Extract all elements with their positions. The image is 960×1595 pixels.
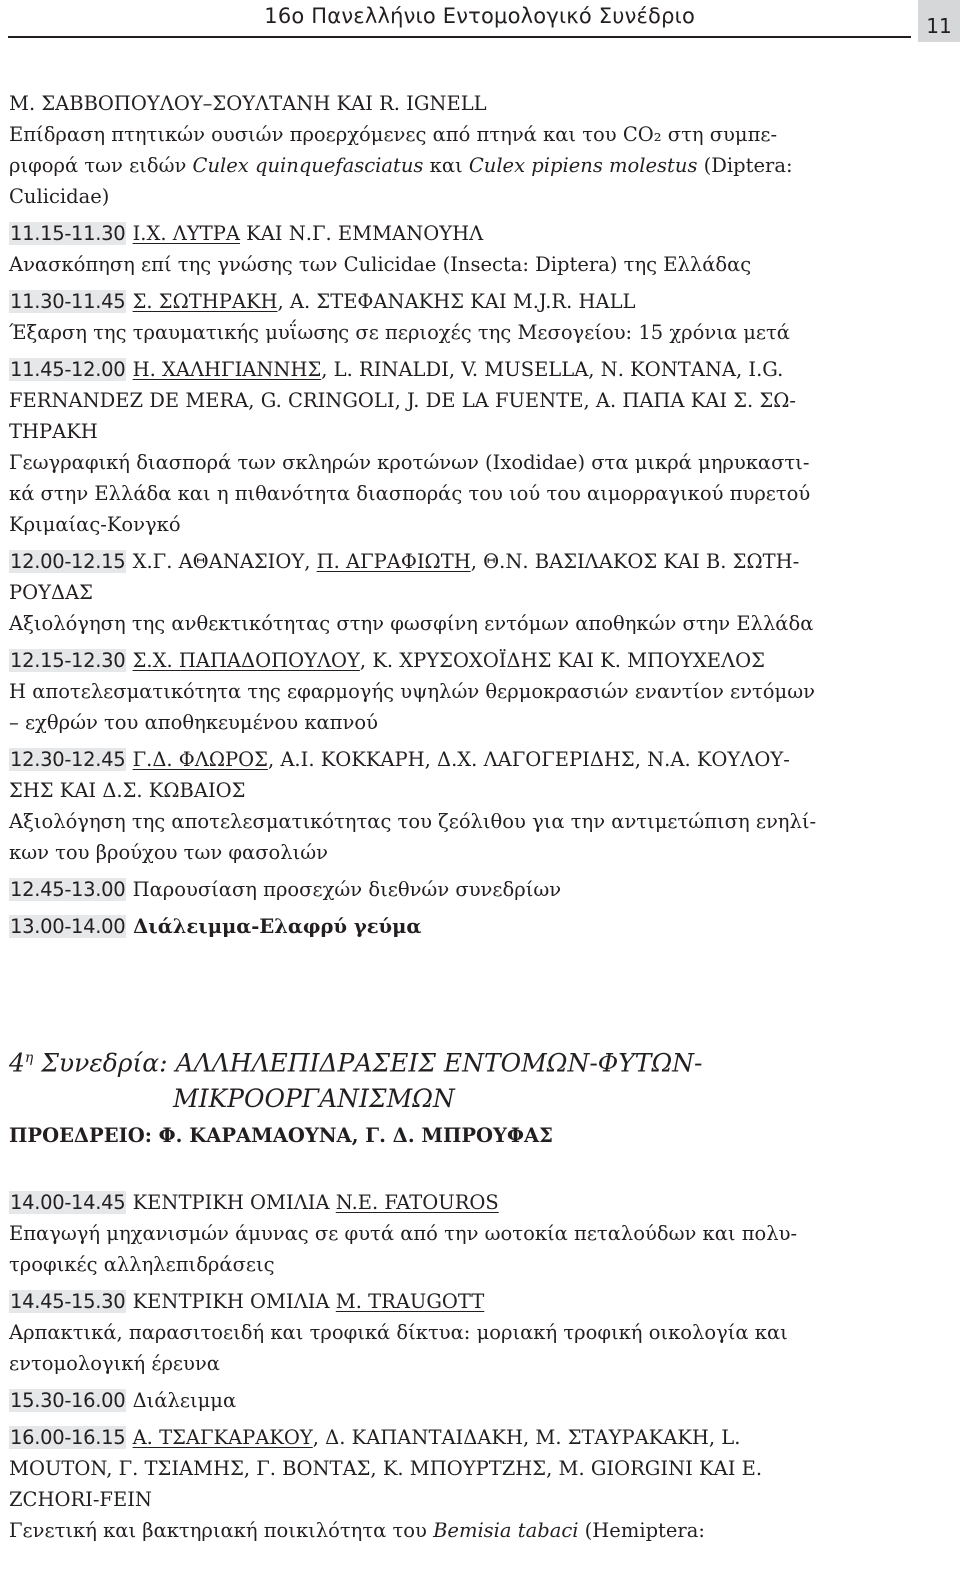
page-number-tab <box>918 0 960 42</box>
presenter: Σ. ΣΩΤΗΡΑΚΗ <box>132 290 278 313</box>
talk-title: Γενετική και βακτηριακή ποικιλότητα του Bemisia tabaci (Hemiptera: <box>9 1519 705 1542</box>
talk-title: Culicidae) <box>9 185 110 208</box>
page-header <box>0 0 960 42</box>
presenter: Ι.Χ. ΛΥΤΡΑ <box>132 222 240 245</box>
presenter: Α. ΤΣΑΓΚΑΡΑΚΟΥ <box>132 1426 313 1449</box>
talk-title: Αρπακτικά, παρασιτοειδή και τροφικά δίκτυα: μοριακή τροφική οικολογία και <box>9 1321 788 1344</box>
talk-title: Έξαρση της τραυματικής μυΐωσης σε περιοχές της Μεσογείου: 15 χρόνια μετά <box>9 321 790 344</box>
talk-authors: 12.00-12.15 Χ.Γ. ΑΘΑΝΑΣΙΟΥ, Π. ΑΓΡΑΦΙΩΤΗ, Θ.Ν. ΒΑΣΙΛΑΚΟΣ ΚΑΙ Β. ΣΩΤΗ- <box>10 550 800 573</box>
talk-authors: 12.30-12.45 Γ.Δ. ΦΛΩΡΟΣ, Α.Ι. ΚΟΚΚΑΡΗ, Δ.Χ. ΛΑΓΟΓΕΡΙΔΗΣ, Ν.Α. ΚΟΥΛΟΥ- <box>10 748 790 771</box>
talk-authors: 11.30-11.45 Σ. ΣΩΤΗΡΑΚΗ, Α. ΣΤΕΦΑΝΑΚΗΣ ΚΑΙ Μ.J.R. HALL <box>10 290 636 313</box>
talk-authors: 14.45-15.30 ΚΕΝΤΡΙΚΗ ΟΜΙΛΙΑ M. TRAUGOTT <box>10 1290 485 1313</box>
presenter: Σ.Χ. ΠΑΠΑΔΟΠΟΥΛΟΥ <box>132 649 360 672</box>
time-slot: 12.00-12.15 <box>10 550 126 573</box>
time-slot: 15.30-16.00 <box>10 1389 126 1412</box>
presenter: Γ.Δ. ΦΛΩΡΟΣ <box>132 748 268 771</box>
talk-authors: ΡΟΥΔΑΣ <box>9 581 93 604</box>
talk-authors: 11.15-11.30 Ι.Χ. ΛΥΤΡΑ ΚΑΙ Ν.Γ. ΕΜΜΑΝΟΥΗΛ <box>10 222 484 245</box>
talk-title: Αξιολόγηση της ανθεκτικότητας στην φωσφίνη εντόμων αποθηκών στην Ελλάδα <box>9 612 814 635</box>
time-slot: 14.45-15.30 <box>10 1290 126 1313</box>
talk-title: ριφορά των ειδών Culex quinquefasciatus και Culex pipiens molestus (Diptera: <box>9 154 793 177</box>
talk-authors: 11.45-12.00 Η. ΧΑΛΗΓΙΑΝΝΗΣ, L. RINALDI, V. MUSELLA, Ν. ΚΟΝΤΑΝΑ, I.G. <box>10 358 784 381</box>
time-slot: 14.00-14.45 <box>10 1191 126 1214</box>
session-heading <box>9 1040 909 1117</box>
header-divider <box>8 36 911 38</box>
program-list <box>9 88 909 942</box>
talk-title: τροφικές αλληλεπιδράσεις <box>9 1253 275 1276</box>
program-item: 13.00-14.00 Διάλειμμα-Ελαφρύ γεύμα <box>10 915 422 938</box>
session-title: ΜΙΚΡΟΟΡΓΑΝΙΣΜΩΝ <box>173 1084 455 1114</box>
program-item: 12.45-13.00 Παρουσίαση προσεχών διεθνών συνεδρίων <box>10 878 562 901</box>
talk-title: Η αποτελεσματικότητα της εφαρμογής υψηλών θερμοκρασιών εναντίον εντόμων <box>9 680 815 703</box>
talk-title: Ανασκόπηση επί της γνώσης των Culicidae (Insecta: Diptera) της Ελλάδας <box>9 253 752 276</box>
time-slot: 11.45-12.00 <box>10 358 126 381</box>
time-slot: 12.45-13.00 <box>10 878 126 901</box>
talk-title: κων του βρούχου των φασολιών <box>9 841 329 864</box>
talk-title: εντομολογική έρευνα <box>9 1352 220 1375</box>
talk-authors: FERNANDEZ DE MERA, G. CRINGOLI, J. DE LA FUENTE, Α. ΠΑΠΑ ΚΑΙ Σ. ΣΩ- <box>9 389 796 412</box>
talk-title: Αξιολόγηση της αποτελεσματικότητας του ζεόλιθου για την αντιμετώπιση ενηλί- <box>9 810 817 833</box>
talk-authors: 12.15-12.30 Σ.Χ. ΠΑΠΑΔΟΠΟΥΛΟΥ, Κ. ΧΡΥΣΟΧΟΪΔΗΣ ΚΑΙ Κ. ΜΠΟΥΧΕΛΟΣ <box>10 649 765 672</box>
time-slot: 11.15-11.30 <box>10 222 126 245</box>
page-number: 11 <box>926 14 952 38</box>
talk-title: κά στην Ελλάδα και η πιθανότητα διασποράς του ιού του αιμορραγικού πυρετού <box>9 482 811 505</box>
time-slot: 12.15-12.30 <box>10 649 126 672</box>
time-slot: 12.30-12.45 <box>10 748 126 771</box>
presenter: M. TRAUGOTT <box>335 1290 485 1313</box>
conference-title: 16ο Πανελλήνιο Εντομολογικό Συνέδριο <box>264 4 695 28</box>
talk-authors: Μ. ΣΑΒΒΟΠΟΥΛΟΥ–ΣΟΥΛΤΑΝΗ ΚΑΙ R. IGNELL <box>9 92 487 115</box>
talk-authors: 14.00-14.45 ΚΕΝΤΡΙΚΗ ΟΜΙΛΙΑ N.E. FATOUROS <box>10 1191 499 1214</box>
presenter: N.E. FATOUROS <box>335 1191 499 1214</box>
time-slot: 11.30-11.45 <box>10 290 126 313</box>
talk-authors: ΤΗΡΑΚΗ <box>9 420 98 443</box>
talk-authors: ZCHORI-FEIN <box>9 1488 152 1511</box>
presenter: Π. ΑΓΡΑΦΙΩΤΗ <box>316 550 471 573</box>
talk-title: Γεωγραφική διασπορά των σκληρών κροτώνων (Ixodidae) στα μικρά μηρυκαστι- <box>9 451 810 474</box>
program-item: 15.30-16.00 Διάλειμμα <box>10 1389 237 1412</box>
session-chairs: ΠΡΟΕΔΡΕΙΟ: Φ. ΚΑΡΑΜΑΟΥΝΑ, Γ. Δ. ΜΠΡΟΥΦΑΣ <box>9 1124 553 1147</box>
time-slot: 13.00-14.00 <box>10 915 126 938</box>
talk-authors: MOUTON, Γ. ΤΣΙΑΜΗΣ, Γ. ΒΟΝΤΑΣ, Κ. ΜΠΟΥΡΤΖΗΣ, M. GIORGINI ΚΑΙ E. <box>9 1457 763 1480</box>
program-list <box>9 1187 909 1546</box>
talk-authors: ΣΗΣ ΚΑΙ Δ.Σ. ΚΩΒΑΙΟΣ <box>9 779 246 802</box>
talk-title: Επαγωγή μηχανισμών άμυνας σε φυτά από την ωοτοκία πεταλούδων και πολυ- <box>9 1222 798 1245</box>
talk-title: Επίδραση πτητικών ουσιών προερχόμενες από πτηνά και του CO₂ στη συμπε- <box>9 123 778 146</box>
talk-title: – εχθρών του αποθηκευμένου καπνού <box>9 711 378 734</box>
talk-authors: 16.00-16.15 Α. ΤΣΑΓΚΑΡΑΚΟΥ, Δ. ΚΑΠΑΝΤΑΙΔΑΚΗ, Μ. ΣΤΑΥΡΑΚΑΚΗ, L. <box>10 1426 741 1449</box>
presenter: Η. ΧΑΛΗΓΙΑΝΝΗΣ <box>132 358 322 381</box>
talk-title: Κριμαίας-Κονγκό <box>9 513 181 536</box>
time-slot: 16.00-16.15 <box>10 1426 126 1449</box>
session-title: $4^\eta$ Συνεδρία: ΑΛΛΗΛΕΠΙΔΡΑΣΕΙΣ ΕΝΤΟΜΩΝ-ΦΥΤΩΝ- <box>9 1048 703 1078</box>
